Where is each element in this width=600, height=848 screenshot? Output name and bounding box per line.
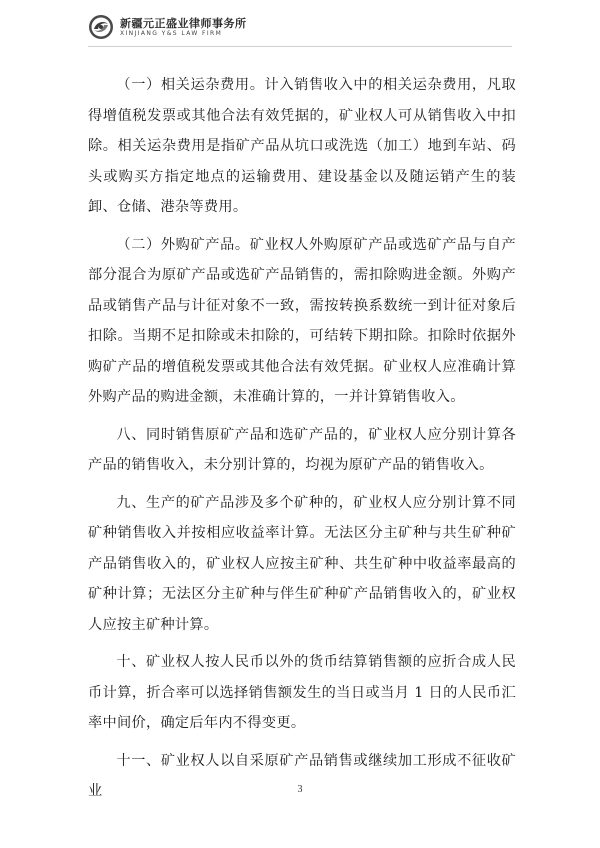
paragraph-transport-fees: （一）相关运杂费用。计入销售收入中的相关运杂费用，凡取得增值税发票或其他合法有效凭据的，矿业权人可从销售收入中扣除。相关运杂费用是指矿产品从坑口或洗选（加工）地到车站、码头或购买方指定地点的运输费用、建设基金以及随运销产生的装卸、仓储、港杂等费用。 [88, 77, 516, 215]
paragraph-purchased-minerals: （二）外购矿产品。矿业权人外购原矿产品或选矿产品与自产部分混合为原矿产品或选矿产品销售的，需扣除购进金额。外购产品或销售产品与计征对象不一致，需按转换系数统一到计征对象后扣除。当期不足扣除或未扣除的，可结转下期扣除。扣除时依据外购矿产品的增值税发票或其他合法有效凭据。矿业权人应准确计算外购产品的购进金额，未准确计算的，一并计算销售收入。 [88, 236, 516, 405]
paragraph-article-9: 九、生产的矿产品涉及多个矿种的，矿业权人应分别计算不同矿种销售收入并按相应收益率计算。无法区分主矿种与共生矿种矿产品销售收入的，矿业权人应按主矿种、共生矿种中收益率最高的矿种计算；无法区分主矿种与伴生矿种矿产品销售收入的，矿业权人应按主矿种计算。 [88, 494, 516, 633]
paragraph-article-10: 十、矿业权人按人民币以外的货币结算销售额的应折合成人民币计算，折合率可以选择销售额发生的当日或当月 1 日的人民币汇率中间价，确定后年内不得变更。 [88, 654, 516, 731]
page-number: 3 [297, 784, 303, 795]
header-divider [88, 46, 512, 47]
document-body [88, 70, 516, 814]
paragraph-article-8: 八、同时销售原矿产品和选矿产品的，矿业权人应分别计算各产品的销售收入，未分别计算的，均视为原矿产品的销售收入。 [88, 426, 516, 473]
paragraph-article-11: 十一、矿业权人以自采原矿产品销售或继续加工形成不征收矿业 [88, 752, 516, 799]
firm-name-en: XINJIANG Y&S LAW FIRM [120, 29, 223, 37]
firm-name-cn: 新疆元正盛业律师事务所 [120, 16, 247, 30]
firm-logo-icon [88, 14, 114, 40]
page-header [88, 14, 247, 40]
firm-name-block [120, 18, 247, 37]
